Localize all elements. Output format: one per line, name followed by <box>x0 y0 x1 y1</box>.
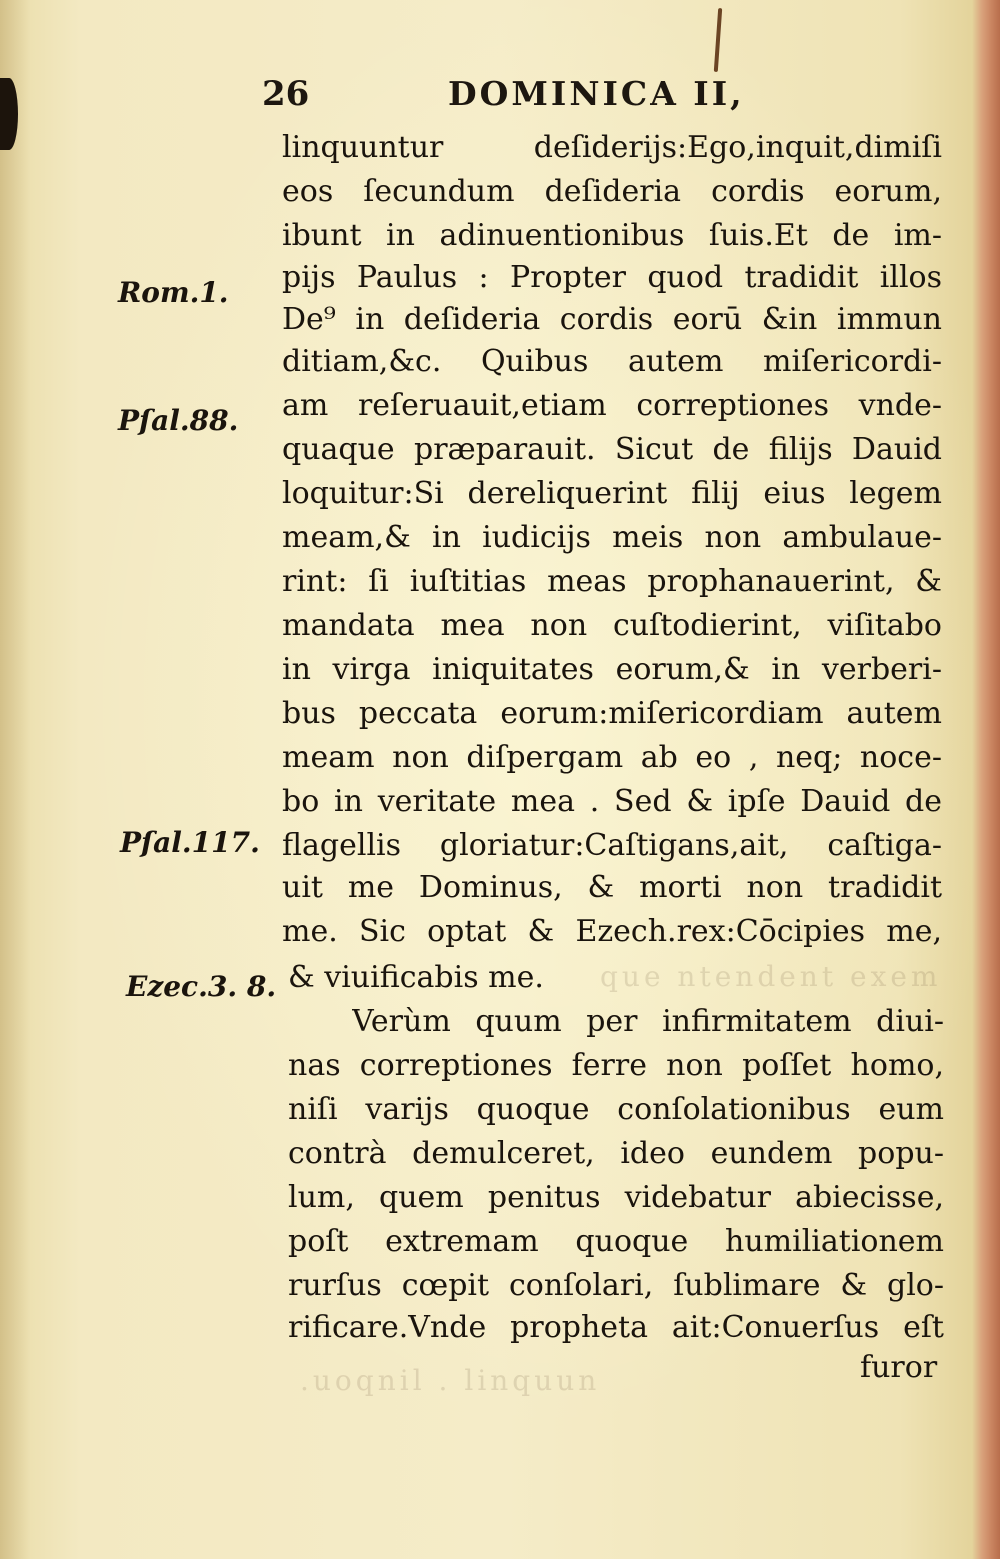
text-line: flagellis gloriatur:Caſtigans,ait, caſtiga- <box>282 828 942 863</box>
text-line: nas correptiones ferre non poſſet homo, <box>288 1048 944 1083</box>
page-edge-stain <box>972 0 1000 1559</box>
text-line: De⁹ in deſideria cordis eorū &in immun <box>282 302 942 337</box>
text-line: meam,& in iudicijs meis non ambulaue- <box>282 520 942 555</box>
text-line: & viuificabis me. <box>288 960 544 995</box>
text-line: quaque præparauit. Sicut de filijs Dauid <box>282 432 942 467</box>
text-line: bus peccata eorum:miſericordiam autem <box>282 696 942 731</box>
text-line: ibunt in adinuentionibus ſuis.Et de im- <box>282 218 942 253</box>
text-line: bo in veritate mea . Sed & ipſe Dauid de <box>282 784 942 819</box>
section-title: DOMINICA II, <box>448 74 745 113</box>
margin-note-rom: Rom.1. <box>118 276 229 309</box>
bleed-through-text: .uoqnil . linquun <box>300 1364 601 1397</box>
text-line: eos ſecundum deſideria cordis eorum, <box>282 174 942 209</box>
text-line: me. Sic optat & Ezech.rex:Cōcipies me, <box>282 914 942 949</box>
margin-note-psal-88: Pſal.88. <box>118 404 239 437</box>
text-line: uit me Dominus, & morti non tradidit <box>282 870 942 905</box>
text-line: lum, quem penitus videbatur abiecisse, <box>288 1180 944 1215</box>
gutter-shadow <box>0 0 30 1559</box>
text-line: pijs Paulus : Propter quod tradidit illos <box>282 260 942 295</box>
text-line: rurſus cœpit conſolari, ſublimare & glo- <box>288 1268 944 1303</box>
text-line: am reſeruauit,etiam correptiones vnde- <box>282 388 942 423</box>
text-line: contrà demulceret, ideo eundem popu- <box>288 1136 944 1171</box>
text-line: ditiam,&c. Quibus autem miſericordi- <box>282 344 942 379</box>
text-line: in virga iniquitates eorum,& in verberi- <box>282 652 942 687</box>
text-line: mandata mea non cuſtodierint, viſitabo <box>282 608 942 643</box>
text-line: niſi varijs quoque conſolationibus eum <box>288 1092 944 1127</box>
text-line: linquuntur deſiderijs:Ego,inquit,dimiſi <box>282 130 942 165</box>
text-line: meam non diſpergam ab eo , neq; noce- <box>282 740 942 775</box>
text-line: rificare.Vnde propheta ait:Conuerſus eſt <box>288 1310 944 1345</box>
text-line: Verùm quum per infirmitatem diui- <box>352 1004 944 1039</box>
catchword: furor <box>860 1350 938 1385</box>
ink-stroke-decoration <box>714 8 722 72</box>
page-number: 26 <box>262 74 310 114</box>
bleed-through-text: que ntendent exem <box>600 960 942 993</box>
margin-note-psal-117: Pſal.117. <box>120 826 260 859</box>
text-line: loquitur:Si dereliquerint filij eius legem <box>282 476 942 511</box>
text-line: rint: ſi iuſtitias meas prophanauerint, & <box>282 564 942 599</box>
text-line: poſt extremam quoque humiliationem <box>288 1224 944 1259</box>
running-head <box>0 74 1000 124</box>
margin-note-ezec: Ezec.3. 8. <box>126 970 277 1003</box>
